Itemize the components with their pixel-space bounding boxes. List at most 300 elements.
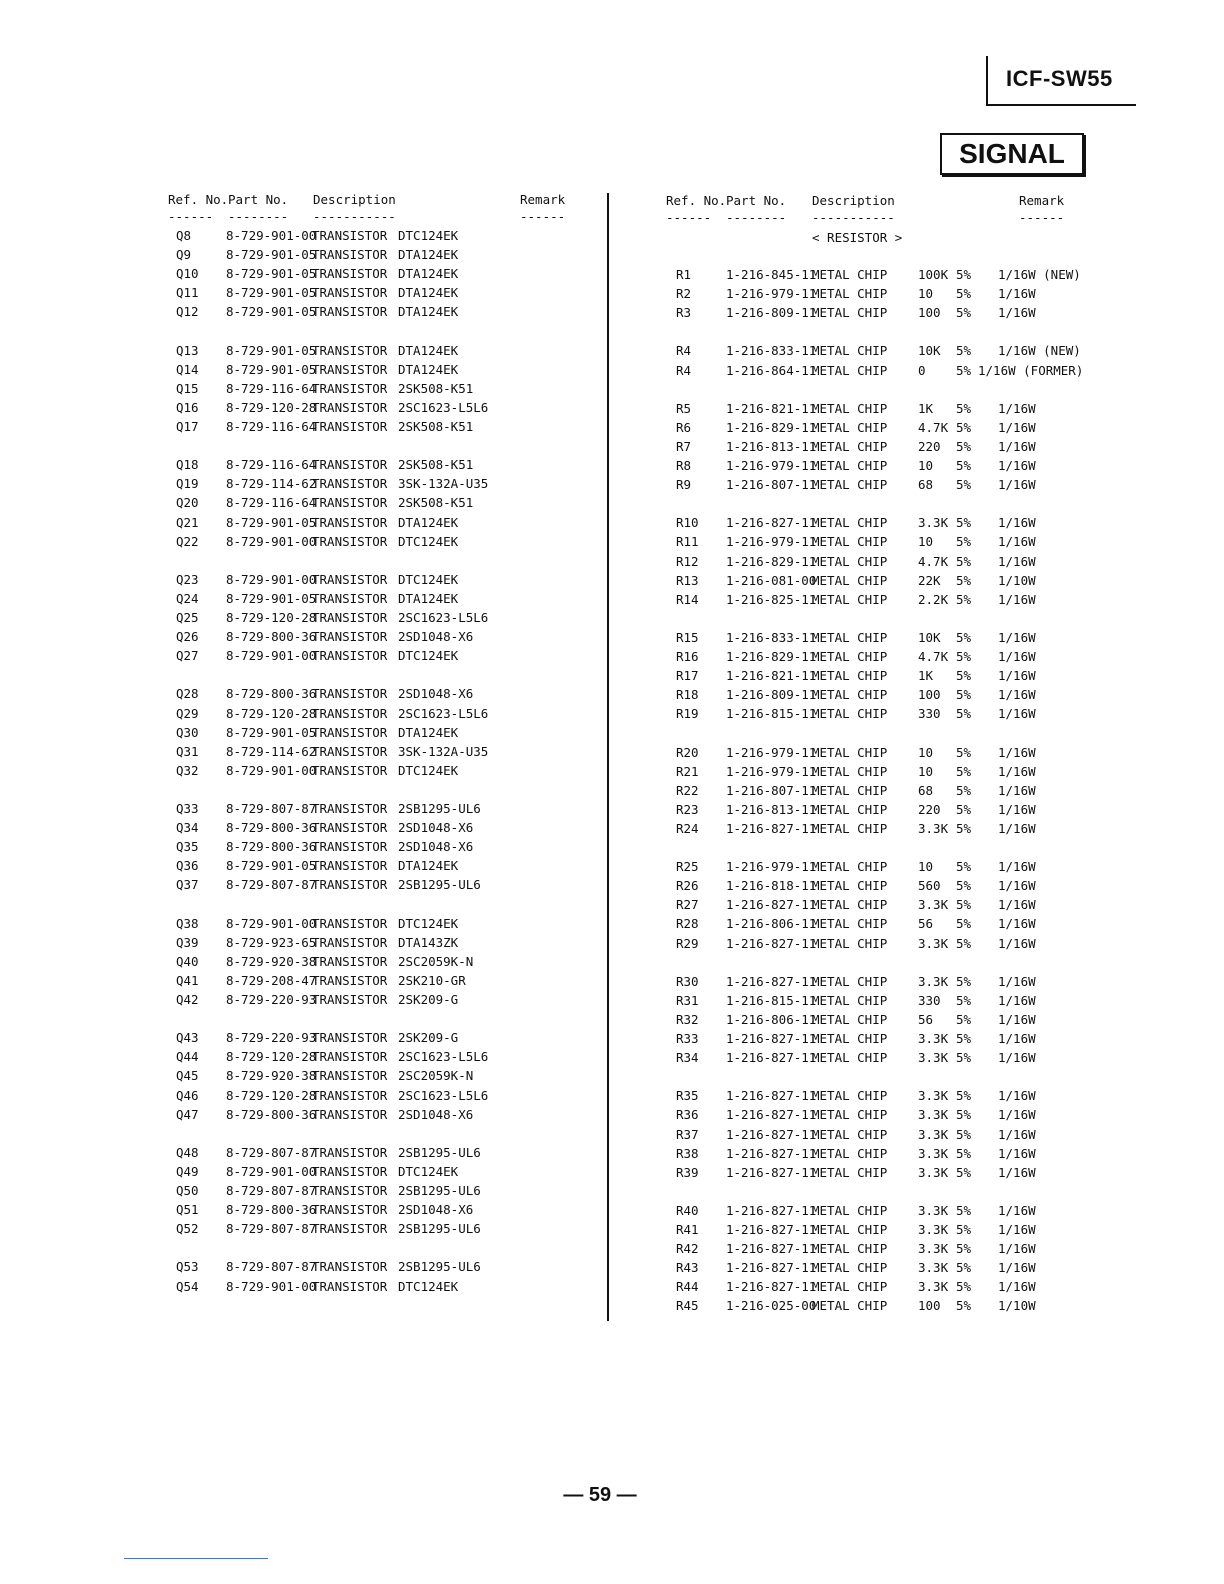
part-no: 8-729-800-36 [226, 1202, 317, 1218]
ref-no: R12 [676, 553, 699, 569]
ref-no: Q34 [176, 820, 199, 836]
ref-no: Q46 [176, 1087, 199, 1103]
description: METAL CHIP [812, 782, 888, 798]
value: 0 [918, 362, 926, 378]
part-no: 1-216-979-11 [726, 763, 817, 779]
type: 2SC2059K-N [398, 1068, 474, 1084]
part-no: 1-216-806-11 [726, 1011, 817, 1027]
ref-no: R42 [676, 1241, 699, 1257]
page-number: — 59 — [563, 1484, 637, 1506]
part-no: 1-216-827-11 [726, 820, 817, 836]
value: 3.3K [918, 1031, 949, 1046]
description: METAL CHIP [812, 1031, 888, 1046]
ref-no: R2 [676, 286, 692, 302]
ref-no: Q8 [176, 228, 192, 243]
ref-no: Q49 [176, 1163, 199, 1179]
description: TRANSISTOR [312, 877, 388, 893]
ref-no: R17 [676, 668, 699, 684]
tolerance: 5% [956, 362, 972, 378]
value: 220 [918, 801, 941, 817]
model-vertical-rule [986, 56, 988, 106]
part-no: 1-216-979-11 [726, 744, 817, 760]
part-no: 1-216-809-11 [726, 305, 817, 321]
header-ref: Ref. No. [168, 192, 229, 207]
ref-no: Q35 [176, 839, 199, 855]
type: DTC124EK [398, 228, 459, 243]
value: 3.3K [918, 1088, 949, 1104]
tolerance: 5% [956, 935, 972, 951]
type: 2SB1295-UL6 [398, 801, 481, 816]
tolerance: 5% [956, 897, 972, 913]
description: TRANSISTOR [312, 972, 388, 988]
rating: 1/16W [998, 1260, 1036, 1276]
description: TRANSISTOR [312, 820, 388, 836]
part-no: 8-729-114-62 [226, 476, 317, 492]
rating: 1/16W [998, 1088, 1036, 1104]
type: 2SC1623-L5L6 [398, 705, 489, 721]
part-no: 8-729-120-28 [226, 1087, 317, 1103]
ref-no: Q53 [176, 1259, 199, 1275]
ref-no: Q17 [176, 419, 199, 434]
part-no: 1-216-827-11 [726, 1202, 817, 1218]
tolerance: 5% [956, 668, 972, 684]
ref-no: R24 [676, 820, 699, 836]
rating: 1/16W [998, 1222, 1036, 1237]
part-no: 1-216-809-11 [726, 687, 817, 703]
part-no: 8-729-120-28 [226, 399, 317, 415]
value: 10 [918, 744, 934, 760]
ref-no: Q51 [176, 1202, 199, 1218]
part-no: 1-216-979-11 [726, 859, 817, 875]
part-no: 1-216-833-11 [726, 629, 817, 645]
part-no: 1-216-827-11 [726, 1279, 817, 1295]
rating: 1/16W [998, 1126, 1036, 1142]
ref-no: R4 [676, 362, 692, 378]
tolerance: 5% [956, 782, 972, 798]
ref-no: R43 [676, 1260, 699, 1276]
dash-remark: ------ [1019, 210, 1065, 225]
ref-no: R13 [676, 572, 699, 588]
type: 2SK508-K51 [398, 457, 474, 473]
description: METAL CHIP [812, 438, 888, 454]
part-no: 8-729-901-05 [226, 285, 317, 301]
ref-no: Q54 [176, 1278, 199, 1294]
description: METAL CHIP [812, 343, 888, 359]
tolerance: 5% [956, 801, 972, 817]
header-remark: Remark [1019, 193, 1065, 208]
ref-no: Q19 [176, 476, 199, 492]
part-no: 8-729-807-87 [226, 1144, 317, 1160]
ref-no: R22 [676, 782, 699, 798]
part-no: 8-729-901-05 [226, 590, 317, 606]
description: TRANSISTOR [312, 839, 388, 855]
tolerance: 5% [956, 1088, 972, 1104]
part-no: 8-729-800-36 [226, 839, 317, 855]
group-title-text: < RESISTOR > [812, 230, 903, 245]
ref-no: Q39 [176, 934, 199, 950]
description: METAL CHIP [812, 286, 888, 302]
value: 330 [918, 992, 941, 1008]
header-desc: Description [812, 193, 895, 208]
part-no: 8-729-116-64 [226, 419, 317, 434]
ref-no: R40 [676, 1202, 699, 1218]
part-no: 8-729-220-93 [226, 1030, 317, 1046]
value: 10K [918, 343, 941, 359]
part-no: 8-729-220-93 [226, 992, 317, 1007]
description: METAL CHIP [812, 1260, 888, 1276]
description: TRANSISTOR [312, 361, 388, 377]
description: METAL CHIP [812, 706, 888, 722]
type: DTA124EK [398, 858, 459, 874]
header-part: Part No. [726, 193, 787, 208]
description: METAL CHIP [812, 1164, 888, 1180]
ref-no: Q41 [176, 972, 199, 988]
description: METAL CHIP [812, 687, 888, 703]
part-no: 1-216-827-11 [726, 515, 817, 531]
value: 3.3K [918, 1279, 949, 1295]
description: METAL CHIP [812, 515, 888, 531]
ref-no: Q24 [176, 590, 199, 606]
ref-no: R14 [676, 591, 699, 607]
description: TRANSISTOR [312, 285, 388, 301]
tolerance: 5% [956, 1298, 972, 1314]
ref-no: Q45 [176, 1068, 199, 1084]
ref-no: Q44 [176, 1049, 199, 1065]
value: 220 [918, 438, 941, 454]
ref-no: R11 [676, 534, 699, 550]
type: DTA143ZK [398, 934, 459, 950]
part-no: 8-729-923-65 [226, 934, 317, 950]
part-no: 1-216-827-11 [726, 1126, 817, 1142]
tolerance: 5% [956, 687, 972, 703]
ref-no: Q36 [176, 858, 199, 874]
description: METAL CHIP [812, 458, 888, 473]
ref-no: R27 [676, 897, 699, 913]
part-no: 8-729-807-87 [226, 801, 317, 816]
tolerance: 5% [956, 1202, 972, 1218]
ref-no: R20 [676, 744, 699, 760]
rating: 1/16W [998, 1164, 1036, 1180]
tolerance: 5% [956, 1222, 972, 1237]
description: TRANSISTOR [312, 1106, 388, 1122]
description: TRANSISTOR [312, 1183, 388, 1198]
description: TRANSISTOR [312, 762, 388, 778]
dash-desc: ----------- [812, 210, 895, 225]
description: METAL CHIP [812, 1222, 888, 1237]
part-no: 8-729-901-00 [226, 915, 317, 931]
part-no: 1-216-813-11 [726, 801, 817, 817]
ref-no: R32 [676, 1011, 699, 1027]
value: 100K [918, 267, 949, 282]
ref-no: R5 [676, 400, 692, 416]
value: 3.3K [918, 1222, 949, 1237]
description: TRANSISTOR [312, 629, 388, 645]
value: 3.3K [918, 1164, 949, 1180]
rating: 1/16W [998, 706, 1036, 722]
part-no: 1-216-979-11 [726, 286, 817, 302]
type: 2SC1623-L5L6 [398, 1049, 489, 1065]
ref-no: R16 [676, 649, 699, 664]
part-no: 1-216-979-11 [726, 458, 817, 473]
type: 2SD1048-X6 [398, 1202, 474, 1218]
description: METAL CHIP [812, 973, 888, 989]
tolerance: 5% [956, 1011, 972, 1027]
type: 2SD1048-X6 [398, 820, 474, 836]
ref-no: Q30 [176, 724, 199, 740]
part-no: 1-216-827-11 [726, 1145, 817, 1161]
ref-no: Q25 [176, 610, 199, 625]
tolerance: 5% [956, 343, 972, 359]
rating: 1/16W [998, 801, 1036, 817]
type: 2SB1295-UL6 [398, 1259, 481, 1275]
tolerance: 5% [956, 992, 972, 1008]
description: METAL CHIP [812, 935, 888, 951]
rating: 1/16W [998, 515, 1036, 531]
part-no: 8-729-114-62 [226, 743, 317, 759]
part-no: 8-729-901-05 [226, 361, 317, 377]
part-no: 8-729-120-28 [226, 705, 317, 721]
rating: 1/16W [998, 458, 1036, 473]
value: 100 [918, 305, 941, 321]
type: 2SB1295-UL6 [398, 877, 481, 893]
description: METAL CHIP [812, 1126, 888, 1142]
rating: 1/10W [998, 572, 1036, 588]
description: METAL CHIP [812, 649, 888, 664]
tolerance: 5% [956, 458, 972, 473]
ref-no: Q52 [176, 1221, 199, 1237]
ref-no: R25 [676, 859, 699, 875]
description: TRANSISTOR [312, 399, 388, 415]
part-no: 8-729-120-28 [226, 610, 317, 625]
description: TRANSISTOR [312, 342, 388, 358]
value: 4.7K [918, 553, 949, 569]
ref-no: Q14 [176, 361, 199, 377]
rating: 1/16W [998, 935, 1036, 951]
description: TRANSISTOR [312, 1259, 388, 1275]
tolerance: 5% [956, 1145, 972, 1161]
tolerance: 5% [956, 305, 972, 321]
ref-no: R10 [676, 515, 699, 531]
tolerance: 5% [956, 1279, 972, 1295]
rating: 1/10W [998, 1298, 1036, 1314]
part-no: 1-216-821-11 [726, 668, 817, 684]
part-no: 8-729-807-87 [226, 1259, 317, 1275]
tolerance: 5% [956, 820, 972, 836]
rating: 1/16W [998, 629, 1036, 645]
description: METAL CHIP [812, 763, 888, 779]
part-no: 1-216-827-11 [726, 1164, 817, 1180]
part-no: 8-729-116-64 [226, 380, 317, 396]
description: METAL CHIP [812, 400, 888, 416]
description: METAL CHIP [812, 1241, 888, 1257]
description: METAL CHIP [812, 1088, 888, 1104]
type: 2SC1623-L5L6 [398, 1087, 489, 1103]
dash-desc: ----------- [313, 209, 396, 224]
type: DTA124EK [398, 342, 459, 358]
type: 3SK-132A-U35 [398, 476, 489, 492]
tolerance: 5% [956, 477, 972, 493]
dash-remark: ------ [520, 209, 566, 224]
rating: 1/16W [998, 973, 1036, 989]
part-no: 8-729-800-36 [226, 629, 317, 645]
description: METAL CHIP [812, 267, 888, 282]
rating: 1/16W (NEW) [998, 343, 1081, 359]
value: 10 [918, 534, 934, 550]
tolerance: 5% [956, 286, 972, 302]
description: TRANSISTOR [312, 1049, 388, 1065]
description: TRANSISTOR [312, 514, 388, 530]
part-no: 1-216-827-11 [726, 1222, 817, 1237]
description: METAL CHIP [812, 629, 888, 645]
ref-no: R33 [676, 1031, 699, 1046]
part-no: 1-216-827-11 [726, 1031, 817, 1046]
value: 68 [918, 782, 934, 798]
tolerance: 5% [956, 1107, 972, 1123]
description: METAL CHIP [812, 534, 888, 550]
part-no: 8-729-901-00 [226, 533, 317, 549]
type: 2SK508-K51 [398, 419, 474, 434]
rating: 1/16W [998, 400, 1036, 416]
type: DTA124EK [398, 724, 459, 740]
rating: 1/16W [998, 591, 1036, 607]
tolerance: 5% [956, 1126, 972, 1142]
value: 100 [918, 687, 941, 703]
description: TRANSISTOR [312, 686, 388, 702]
ref-no: Q23 [176, 571, 199, 587]
rating: 1/16W [998, 438, 1036, 454]
ref-no: Q32 [176, 762, 199, 778]
tolerance: 5% [956, 591, 972, 607]
part-no: 1-216-827-11 [726, 935, 817, 951]
description: METAL CHIP [812, 591, 888, 607]
part-no: 1-216-818-11 [726, 878, 817, 894]
description: METAL CHIP [812, 992, 888, 1008]
rating: 1/16W [998, 916, 1036, 932]
description: METAL CHIP [812, 1279, 888, 1295]
part-no: 1-216-827-11 [726, 1050, 817, 1066]
tolerance: 5% [956, 744, 972, 760]
description: TRANSISTOR [312, 266, 388, 282]
ref-no: R31 [676, 992, 699, 1008]
ref-no: R29 [676, 935, 699, 951]
tolerance: 5% [956, 1164, 972, 1180]
value: 1K [918, 400, 934, 416]
description: METAL CHIP [812, 801, 888, 817]
part-no: 1-216-827-11 [726, 1107, 817, 1123]
part-no: 1-216-833-11 [726, 343, 817, 359]
rating: 1/16W [998, 1241, 1036, 1257]
description: METAL CHIP [812, 916, 888, 932]
dash-part: -------- [228, 209, 289, 224]
rating: 1/16W [998, 897, 1036, 913]
rating: 1/16W [998, 1011, 1036, 1027]
part-no: 1-216-827-11 [726, 897, 817, 913]
value: 10K [918, 629, 941, 645]
ref-no: R7 [676, 438, 692, 454]
ref-no: R4 [676, 343, 692, 359]
part-no: 8-729-901-00 [226, 762, 317, 778]
description: TRANSISTOR [312, 1144, 388, 1160]
part-no: 8-729-116-64 [226, 457, 317, 473]
type: 2SD1048-X6 [398, 686, 474, 702]
type: DTA124EK [398, 304, 459, 320]
type: DTC124EK [398, 1278, 459, 1294]
ref-no: Q11 [176, 285, 199, 301]
tolerance: 5% [956, 649, 972, 664]
type: DTA124EK [398, 590, 459, 606]
ref-no: R36 [676, 1107, 699, 1123]
value: 4.7K [918, 419, 949, 435]
tolerance: 5% [956, 419, 972, 435]
part-no: 1-216-825-11 [726, 591, 817, 607]
type: 2SB1295-UL6 [398, 1221, 481, 1237]
rating: 1/16W [998, 687, 1036, 703]
value: 3.3K [918, 1260, 949, 1276]
part-no: 8-729-800-36 [226, 820, 317, 836]
description: METAL CHIP [812, 362, 888, 378]
rating: 1/16W [998, 305, 1036, 321]
rating: 1/16W [998, 419, 1036, 435]
part-no: 1-216-807-11 [726, 782, 817, 798]
ref-no: R8 [676, 458, 692, 473]
dash-ref: ------ [168, 209, 214, 224]
type: 2SC1623-L5L6 [398, 610, 489, 625]
part-no: 8-729-208-47 [226, 972, 317, 988]
part-no: 1-216-025-00 [726, 1298, 817, 1314]
ref-no: Q38 [176, 915, 199, 931]
type: 2SD1048-X6 [398, 839, 474, 855]
ref-no: R45 [676, 1298, 699, 1314]
value: 3.3K [918, 1126, 949, 1142]
rating: 1/16W [998, 878, 1036, 894]
description: TRANSISTOR [312, 934, 388, 950]
description: TRANSISTOR [312, 648, 388, 664]
ref-no: Q48 [176, 1144, 199, 1160]
description: TRANSISTOR [312, 247, 388, 263]
tolerance: 5% [956, 438, 972, 454]
ref-no: R30 [676, 973, 699, 989]
tolerance: 5% [956, 973, 972, 989]
rating: 1/16W [998, 782, 1036, 798]
description: TRANSISTOR [312, 304, 388, 320]
description: TRANSISTOR [312, 1030, 388, 1046]
description: TRANSISTOR [312, 457, 388, 473]
ref-no: Q26 [176, 629, 199, 645]
tolerance: 5% [956, 1260, 972, 1276]
part-no: 1-216-813-11 [726, 438, 817, 454]
type: DTA124EK [398, 266, 459, 282]
part-no: 1-216-829-11 [726, 649, 817, 664]
value: 22K [918, 572, 941, 588]
ref-no: Q33 [176, 801, 199, 816]
value: 3.3K [918, 897, 949, 913]
rating: 1/16W [998, 668, 1036, 684]
part-no: 8-729-800-36 [226, 686, 317, 702]
part-no: 8-729-901-05 [226, 342, 317, 358]
ref-no: R21 [676, 763, 699, 779]
type: DTC124EK [398, 762, 459, 778]
model-horizontal-rule [986, 104, 1136, 106]
rating: 1/16W [998, 649, 1036, 664]
description: TRANSISTOR [312, 1221, 388, 1237]
description: TRANSISTOR [312, 1087, 388, 1103]
tolerance: 5% [956, 706, 972, 722]
ref-no: Q16 [176, 399, 199, 415]
part-no: 1-216-821-11 [726, 400, 817, 416]
part-no: 8-729-901-05 [226, 304, 317, 320]
description: TRANSISTOR [312, 533, 388, 549]
value: 10 [918, 859, 934, 875]
